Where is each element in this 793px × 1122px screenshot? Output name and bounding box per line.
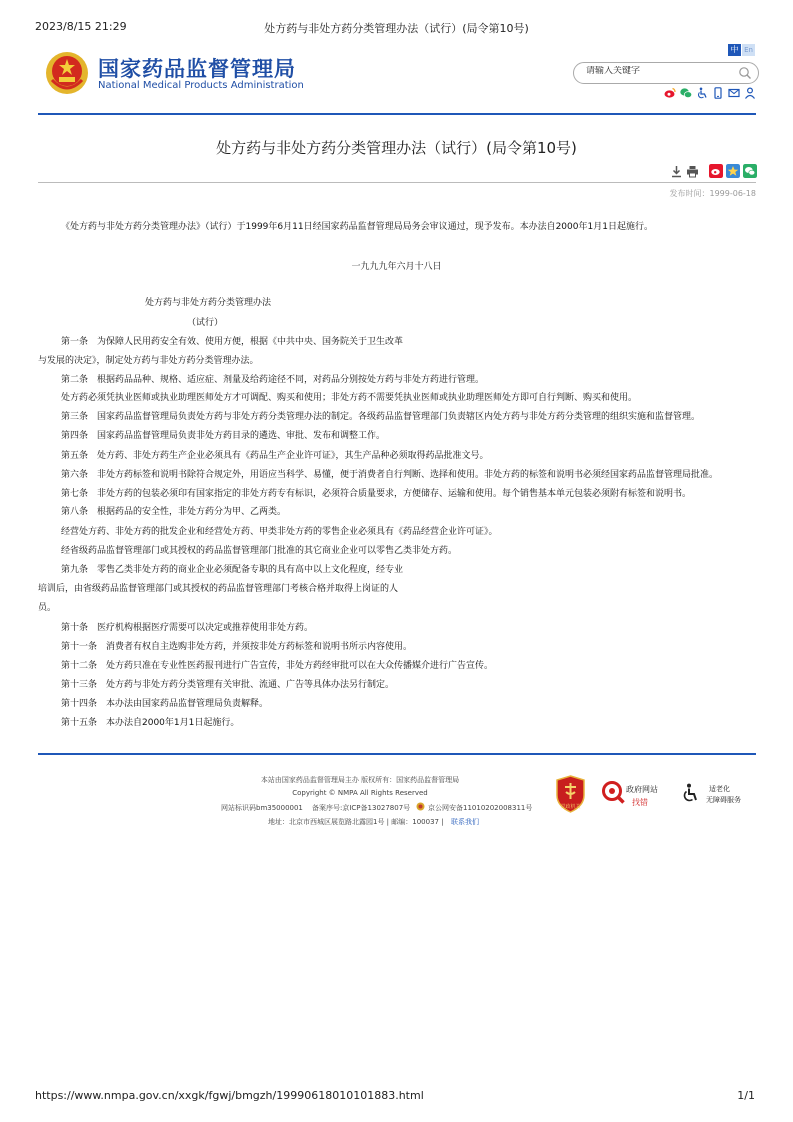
article-line: 第五条 处方药、非处方药生产企业必须具有《药品生产企业许可证》，其生产品种必须取得药品批准文号。	[61, 451, 489, 461]
article-line: 第十一条 消费者有权自主选购非处方药，并须按非处方药标签和说明书所示内容使用。	[61, 642, 413, 652]
article-line: 第十条 医疗机构根据医疗需要可以决定或推荐使用非处方药。	[61, 623, 314, 633]
elderly-badge-title[interactable]: 适老化	[709, 785, 730, 793]
document-name: 处方药与非处方药分类管理办法	[145, 298, 272, 308]
party-gov-badge-label: 党政机关	[560, 804, 581, 810]
footer-address: 地址：北京市西城区展览路北露园1号 | 邮编：100037 |	[268, 818, 444, 826]
title-divider	[38, 182, 756, 183]
user-icon[interactable]	[744, 87, 756, 99]
article-line: 第六条 非处方药标签和说明书除符合规定外，用语应当科学、易懂，便于消费者自行判断、选择和使用。非处方药的标签和说明书必须经国家药品监督管理局批准。	[61, 470, 719, 480]
article-line: 第十四条 本办法由国家药品监督管理局负责解释。	[61, 699, 269, 709]
national-emblem-logo[interactable]	[44, 50, 90, 96]
header-icon-bar	[664, 87, 756, 101]
elderly-badge-sub[interactable]: 无障碍服务	[706, 796, 741, 804]
article-line: 员。	[38, 603, 57, 613]
share-weibo-icon[interactable]	[709, 164, 723, 178]
mobile-icon[interactable]	[712, 87, 724, 99]
print-page-number: 1/1	[737, 1089, 755, 1102]
elderly-accessibility-icon[interactable]	[681, 783, 701, 805]
print-url: https://www.nmpa.gov.cn/xxgk/fgwj/bmgzh/19990618010101883.html	[35, 1089, 424, 1102]
weibo-icon[interactable]	[664, 87, 676, 99]
document-subtitle: （试行）	[187, 318, 224, 328]
site-name-cn[interactable]: 国家药品监督管理局	[98, 57, 296, 81]
wechat-icon[interactable]	[680, 87, 692, 99]
mail-icon[interactable]	[728, 87, 740, 99]
lang-english-button[interactable]: En	[742, 44, 755, 56]
download-icon[interactable]	[670, 165, 683, 178]
article-line: 第三条 国家药品监督管理局负责处方药与非处方药分类管理办法的制定。各级药品监督管理部门负责辖区内处方药与非处方药分类管理的组织实施和监督管理。	[61, 412, 701, 422]
article-tools	[670, 164, 757, 178]
sign-date: 一九九九年六月十八日	[351, 262, 442, 272]
footer-host: 本站由国家药品监督管理局主办 版权所有：国家药品监督管理局	[260, 776, 460, 784]
article-line: 培训后，由省级药品监督管理部门或其授权的药品监督管理部门考核合格并取得上岗证的人	[38, 584, 399, 594]
share-wechat-icon[interactable]	[743, 164, 757, 178]
search-box	[573, 62, 759, 84]
lang-chinese-button[interactable]: 中	[728, 44, 741, 56]
footer-copyright: Copyright © NMPA All Rights Reserved	[292, 789, 428, 797]
article-line: 第一条 为保障人民用药安全有效、使用方便，根据《中共中央、国务院关于卫生改革	[61, 337, 404, 347]
article-line: 经省级药品监督管理部门或其授权的药品监督管理部门批准的其它商业企业可以零售乙类非处方药。	[61, 546, 458, 556]
site-name-en[interactable]: National Medical Products Administration	[98, 80, 304, 91]
article-title: 处方药与非处方药分类管理办法（试行）(局令第10号)	[216, 139, 577, 157]
article-line: 第七条 非处方药的包装必须印有国家指定的非处方药专有标识，必须符合质量要求，方便储存、运输和使用。每个销售基本单元包装必须附有标签和说明书。	[61, 489, 692, 499]
police-badge-icon	[416, 802, 425, 811]
article-line: 处方药必须凭执业医师或执业助理医师处方才可调配、购买和使用；非处方药不需要凭执业医师或执业助理医师处方即可自行判断、购买和使用。	[61, 393, 638, 403]
article-line: 第十五条 本办法自2000年1月1日起施行。	[61, 718, 240, 728]
print-doc-title: 处方药与非处方药分类管理办法（试行）(局令第10号)	[264, 22, 529, 35]
article-line: 第十三条 处方药与非处方药分类管理有关审批、流通、广告等具体办法另行制定。	[61, 680, 395, 690]
footer-site-id: 网站标识码bm35000001	[221, 804, 303, 812]
article-line: 经营处方药、非处方药的批发企业和经营处方药、甲类非处方药的零售企业必须具有《药品经营企业许可证》。	[61, 527, 498, 537]
footer-divider	[38, 753, 756, 755]
article-line: 第九条 零售乙类非处方药的商业企业必须配备专职的具有高中以上文化程度，经专业	[61, 565, 404, 575]
footer-icp-link[interactable]: 备案序号:京ICP备13027807号	[312, 804, 411, 812]
gov-site-badge-title[interactable]: 政府网站	[626, 785, 658, 794]
contact-us-link[interactable]: 联系我们	[451, 818, 479, 826]
share-qzone-icon[interactable]	[726, 164, 740, 178]
header-divider	[38, 113, 756, 115]
publish-date: 发布时间：1999-06-18	[669, 189, 756, 198]
article-line: 第八条 根据药品的安全性，非处方药分为甲、乙两类。	[61, 507, 287, 517]
accessibility-icon[interactable]	[696, 87, 708, 99]
footer-police-link[interactable]: 京公网安备11010202008311号	[428, 804, 533, 812]
gov-site-badge-sub[interactable]: 找错	[632, 798, 648, 807]
intro-paragraph: 《处方药与非处方药分类管理办法》（试行）于1999年6月11日经国家药品监督管理局局务会审议通过，现予发布。本办法自2000年1月1日起施行。	[61, 222, 653, 232]
search-icon[interactable]	[738, 66, 752, 80]
article-line: 第十二条 处方药只准在专业性医药报刊进行广告宣传，非处方药经审批可以在大众传播媒介进行广告宣传。	[61, 661, 494, 671]
article-line: 与发展的决定》，制定处方药与非处方药分类管理办法。	[38, 356, 259, 366]
gov-site-error-icon[interactable]	[601, 780, 625, 804]
print-datetime: 2023/8/15 21:29	[35, 20, 127, 33]
article-line: 第二条 根据药品品种、规格、适应症、剂量及给药途径不同，对药品分别按处方药与非处方药进行管理。	[61, 375, 485, 385]
search-input[interactable]	[586, 66, 726, 76]
print-icon[interactable]	[686, 165, 699, 178]
article-line: 第四条 国家药品监督管理局负责非处方药目录的遴选、审批、发布和调整工作。	[61, 431, 386, 441]
